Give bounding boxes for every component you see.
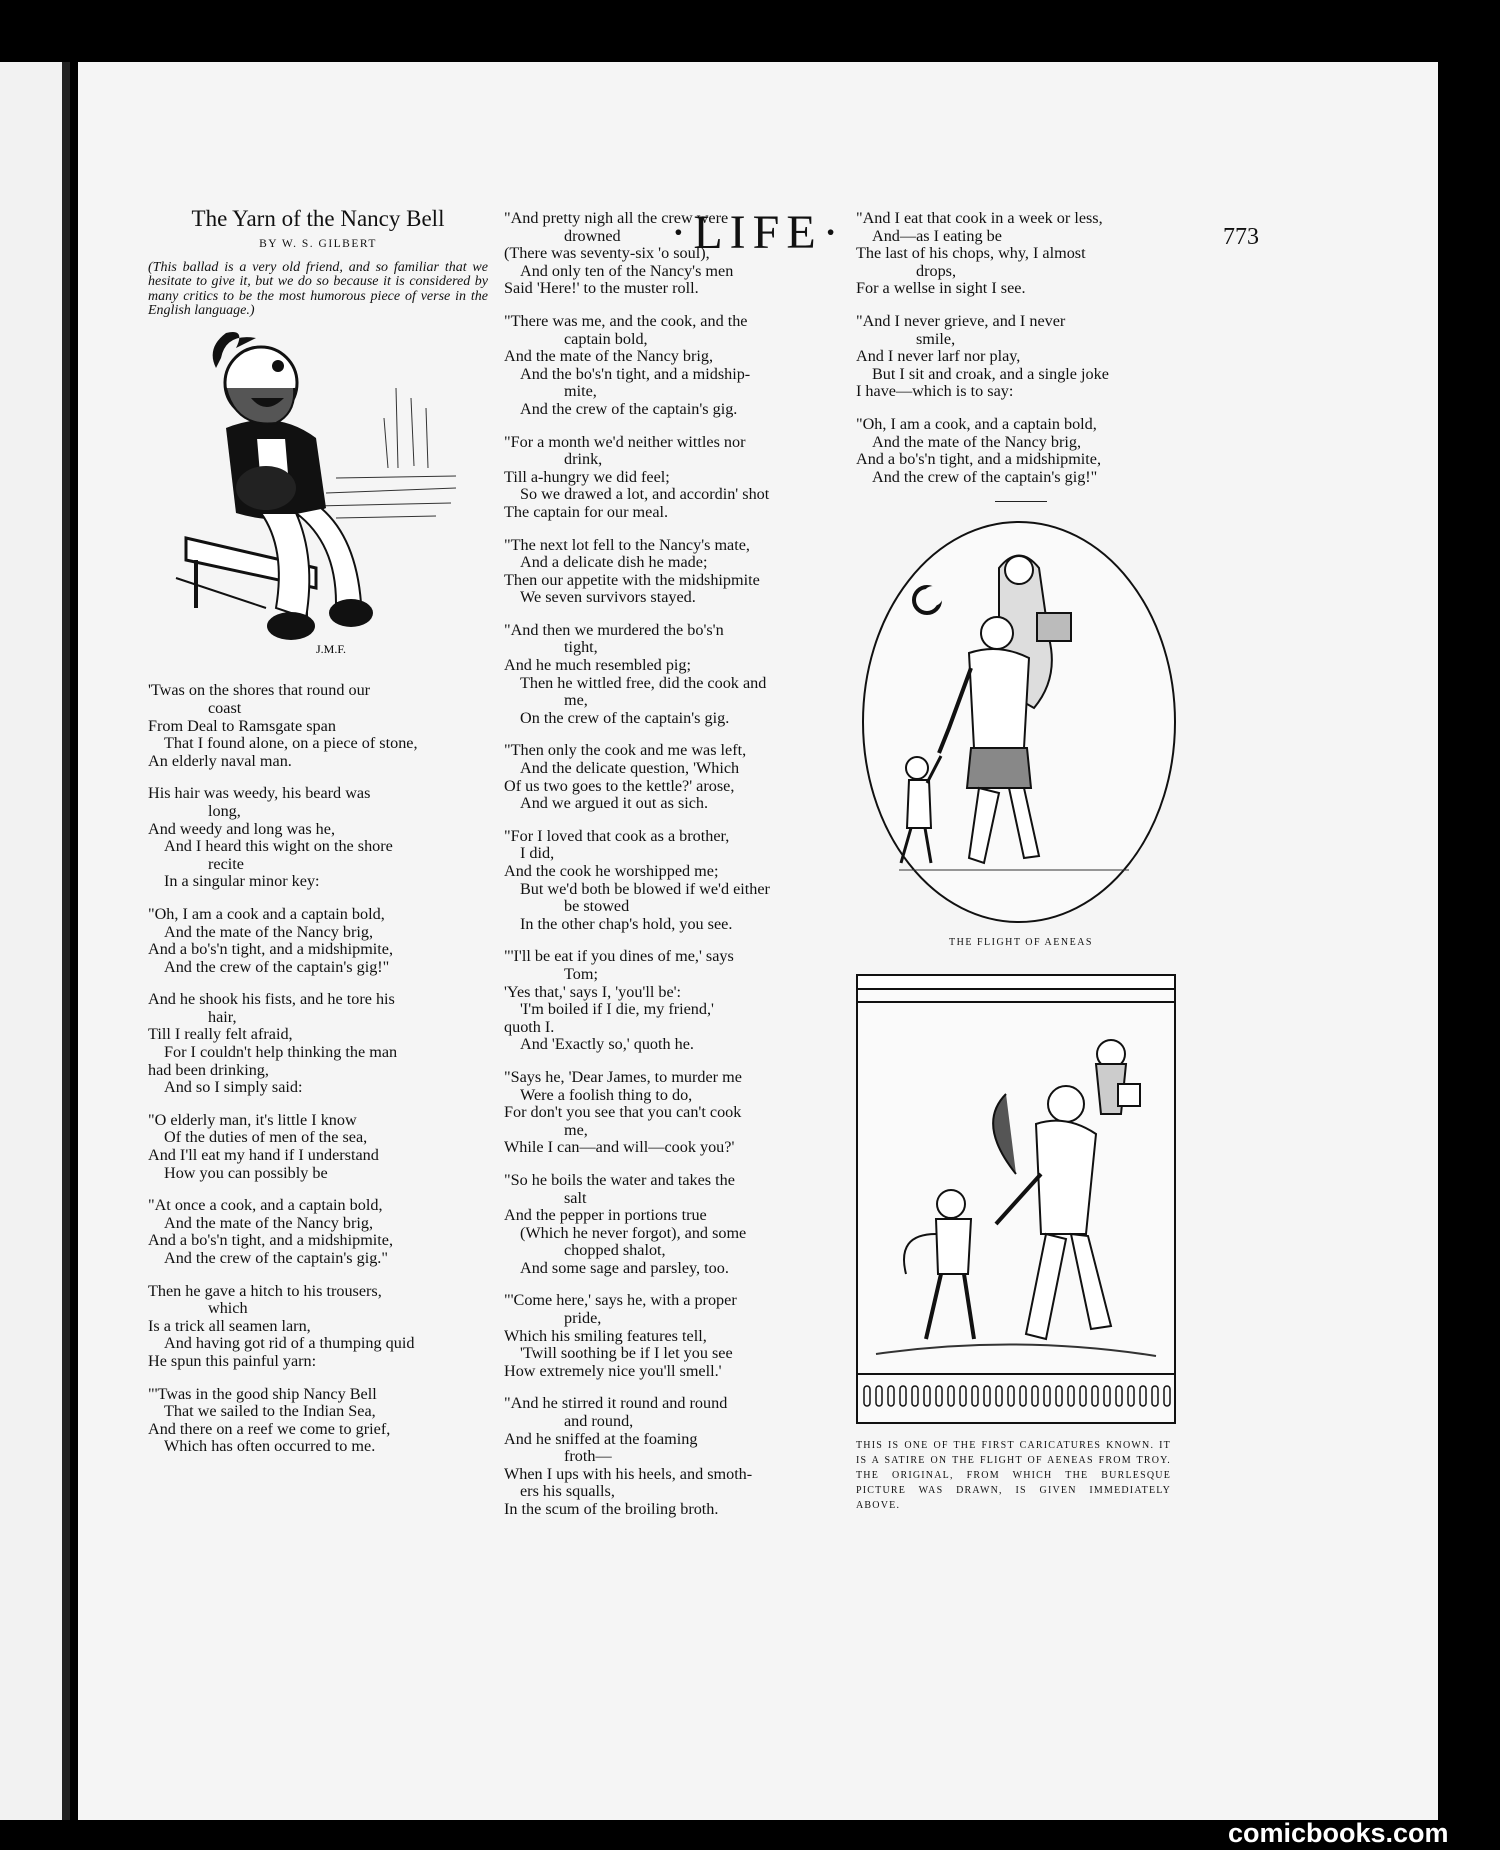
poem-line: ers his squalls, (520, 1482, 615, 1501)
poem-line: And the pepper in portions true (504, 1206, 707, 1225)
poem-line: froth— (564, 1447, 612, 1466)
poem-line: "For a month we'd neither wittles nor (504, 432, 746, 451)
left-page-edge (0, 62, 66, 1820)
stanza (504, 313, 844, 419)
stanza (504, 828, 844, 934)
poem-line: In the other chap's hold, you see. (520, 914, 733, 933)
poem-line: "Then only the cook and me was left, (504, 741, 747, 760)
poem-column-2 (504, 210, 844, 1519)
poem-line: And weedy and long was he, (148, 819, 336, 838)
poem-line: But we'd both be blowed if we'd either (520, 879, 770, 898)
poem-line: salt (564, 1188, 587, 1207)
poem-line: 'I'm boiled if I die, my friend,' (520, 1000, 714, 1019)
poem-line: Then he wittled free, did the cook and (520, 673, 767, 692)
poem-line: And the mate of the Nancy brig, (164, 922, 374, 941)
poem-line: Were a foolish thing to do, (520, 1085, 693, 1104)
poem-line: Tom; (564, 964, 598, 983)
poem-line: quoth I. (504, 1017, 555, 1036)
poem-line: "And then we murdered the bo's'n (504, 620, 724, 639)
poem-line: How you can possibly be (164, 1163, 328, 1182)
poem-line: Till I really felt afraid, (148, 1025, 293, 1044)
column-3 (856, 210, 1186, 1513)
poem-line: long, (208, 801, 241, 820)
poem-line: Then he gave a hitch to his trousers, (148, 1281, 382, 1300)
poem-line: coast (208, 698, 242, 717)
stanza (504, 948, 844, 1054)
poem-line: "And he stirred it round and round (504, 1394, 728, 1413)
poem-line: "'Come here,' says he, with a proper (504, 1291, 737, 1310)
stanza (504, 622, 844, 728)
poem-line: And the crew of the captain's gig. (520, 399, 738, 418)
stanza (504, 1395, 844, 1518)
end-rule (995, 501, 1047, 502)
poem-line: drowned (564, 226, 621, 245)
poem-line: "And I eat that cook in a week or less, (856, 209, 1103, 227)
poem-line: "Oh, I am a cook and a captain bold, (148, 904, 385, 923)
poem-line: And he sniffed at the foaming (504, 1429, 698, 1448)
article-title: The Yarn of the Nancy Bell (191, 206, 445, 231)
poem-line: recite (208, 854, 244, 873)
poem-line: me, (564, 1120, 588, 1139)
poem-line: And the crew of the captain's gig." (164, 1249, 388, 1267)
caption-flight-of-aeneas: THE FLIGHT OF AENEAS (949, 937, 1093, 949)
column-2 (504, 210, 844, 1534)
poem-line: The captain for our meal. (504, 502, 669, 521)
poem-line: And only ten of the Nancy's men (520, 261, 734, 280)
poem-line: The last of his chops, why, I almost (856, 244, 1086, 263)
poem-line: (Which he never forgot), and some (520, 1223, 747, 1242)
poem-line: mite, (564, 382, 597, 401)
stanza (504, 434, 844, 522)
poem-line: And a bo's'n tight, and a midshipmite, (856, 450, 1102, 469)
poem-line: And I never larf nor play, (856, 347, 1021, 366)
poem-line: When I ups with his heels, and smoth- (504, 1464, 753, 1483)
poem-line: He spun this painful yarn: (148, 1351, 317, 1370)
poem-line: smile, (916, 329, 956, 348)
poem-line: hair, (208, 1007, 237, 1026)
stanza (856, 416, 1186, 486)
poem-line: 'Yes that,' says I, 'you'll be': (504, 982, 682, 1001)
poem-column-3 (856, 210, 1186, 486)
illustration-signature: J.M.F. (316, 642, 347, 657)
poem-line: That we sailed to the Indian Sea, (164, 1402, 376, 1421)
poem-line: I did, (520, 844, 555, 863)
poem-line: tight, (564, 638, 598, 657)
stanza (504, 1069, 844, 1157)
poem-line: And so I simply said: (164, 1078, 303, 1097)
stanza (148, 785, 488, 891)
stanza (504, 537, 844, 607)
poem-line: And I heard this wight on the shore (164, 837, 393, 856)
poem-line: "Says he, 'Dear James, to murder me (504, 1067, 742, 1086)
poem-line: And he much resembled pig; (504, 656, 692, 675)
poem-line: And the mate of the Nancy brig, (164, 1213, 374, 1232)
flight-of-aeneas-oval-engraving (859, 518, 1179, 926)
stanza (148, 1386, 488, 1456)
poem-line: Till a-hungry we did feel; (504, 467, 670, 486)
poem-line: And the bo's'n tight, and a midship- (520, 364, 751, 383)
poem-line: "And I never grieve, and I never (856, 311, 1066, 330)
poem-line: On the crew of the captain's gig. (520, 708, 730, 727)
poem-line: drink, (564, 450, 603, 469)
stanza (148, 991, 488, 1097)
poem-line: And we argued it out as sich. (520, 794, 709, 813)
poem-line: But I sit and croak, and a single joke (872, 364, 1109, 383)
stanza (504, 1292, 844, 1380)
stanza (856, 313, 1186, 401)
poem-line: Is a trick all seamen larn, (148, 1316, 311, 1335)
poem-line: In the scum of the broiling broth. (504, 1500, 719, 1518)
caption-caricature-note: THIS IS ONE OF THE FIRST CARICATURES KNOWN. IT IS A SATIRE ON THE FLIGHT OF AENEAS FROM TROY. THE ORIGINAL, FROM WHICH THE BURLESQUE PICTURE WAS DRAWN, IS GIVEN IMMEDIATELY ABOVE. (856, 1439, 1171, 1511)
poem-line: And some sage and parsley, too. (520, 1258, 729, 1277)
poem-line: And the mate of the Nancy brig, (872, 432, 1082, 451)
poem-line: I have—which is to say: (856, 382, 1014, 401)
poem-line: An elderly naval man. (148, 751, 292, 770)
stanza (148, 1283, 488, 1371)
poem-line: Which has often occurred to me. (164, 1437, 376, 1456)
stanza (148, 1197, 488, 1267)
poem-line: And the crew of the captain's gig!" (872, 467, 1098, 486)
stanza (504, 210, 844, 298)
poem-line: 'Twas on the shores that round our (148, 681, 371, 700)
byline: BY W. S. GILBERT (259, 237, 377, 250)
poem-line: And the mate of the Nancy brig, (504, 347, 714, 366)
poem-line: "'Twas in the good ship Nancy Bell (148, 1384, 377, 1403)
stanza (504, 742, 844, 812)
poem-line: In a singular minor key: (164, 872, 320, 891)
poem-line: drops, (916, 261, 957, 280)
column-1 (148, 206, 488, 1471)
poem-line: me, (564, 691, 588, 710)
poem-line: And he shook his fists, and he tore his (148, 990, 395, 1009)
poem-line: "O elderly man, it's little I know (148, 1110, 357, 1129)
stanza (856, 210, 1186, 298)
poem-line: For don't you see that you can't cook (504, 1103, 742, 1122)
poem-line: pride, (564, 1309, 602, 1328)
poem-line: For I couldn't help thinking the man (164, 1043, 398, 1062)
poem-line: Said 'Here!' to the muster roll. (504, 279, 699, 298)
poem-line: and round, (564, 1412, 634, 1431)
intro-note: (This ballad is a very old friend, and so familiar that we hesitate to give it, but we do so because it is considered by many critics to be the most humorous piece of verse in the English language.) (148, 260, 488, 319)
poem-line: Then our appetite with the midshipmite (504, 570, 760, 589)
masthead: ·LIFE· (670, 206, 846, 259)
poem-line: captain bold, (564, 329, 648, 348)
poem-line: "For I loved that cook as a brother, (504, 826, 730, 845)
poem-line: While I can—and will—cook you?' (504, 1138, 735, 1157)
poem-line: His hair was weedy, his beard was (148, 784, 371, 803)
poem-line: chopped shalot, (564, 1241, 666, 1260)
poem-line: Of us two goes to the kettle?' arose, (504, 776, 735, 795)
poem-line: We seven survivors stayed. (520, 588, 696, 607)
poem-line: And the cook he worshipped me; (504, 862, 719, 880)
poem-line: Which his smiling features tell, (504, 1326, 707, 1345)
stanza (148, 1112, 488, 1182)
poem-line: (There was seventy-six 'o soul), (504, 244, 710, 263)
poem-line: 'Twill soothing be if I let you see (520, 1344, 733, 1363)
poem-line: And a bo's'n tight, and a midshipmite, (148, 1231, 394, 1250)
poem-line: For a wellse in sight I see. (856, 279, 1026, 298)
poem-line: So we drawed a lot, and accordin' shot (520, 485, 770, 504)
burlesque-caricature-engraving (856, 974, 1176, 1424)
poem-line: "'I'll be eat if you dines of me,' says (504, 947, 734, 966)
poem-line: be stowed (564, 897, 630, 916)
page-number: 773 (1223, 224, 1259, 250)
poem-line: Of the duties of men of the sea, (164, 1128, 368, 1147)
sailor-cartoon-illustration (166, 328, 466, 668)
poem-line: And 'Exactly so,' quoth he. (520, 1035, 694, 1054)
poem-line: "Oh, I am a cook, and a captain bold, (856, 414, 1097, 433)
stanza (148, 906, 488, 976)
poem-line: "So he boils the water and takes the (504, 1170, 735, 1189)
page-gutter (62, 62, 70, 1820)
poem-line: which (208, 1299, 248, 1318)
poem-column-1 (148, 682, 488, 1456)
poem-line: And a bo's'n tight, and a midshipmite, (148, 940, 394, 959)
stanza (148, 682, 488, 770)
poem-line: And I'll eat my hand if I understand (148, 1146, 379, 1165)
stanza (504, 1172, 844, 1278)
poem-line: had been drinking, (148, 1060, 269, 1079)
poem-line: And having got rid of a thumping quid (164, 1334, 415, 1353)
poem-line: How extremely nice you'll smell.' (504, 1361, 722, 1380)
poem-line: And the crew of the captain's gig!" (164, 957, 390, 976)
poem-line: And the delicate question, 'Which (520, 759, 740, 778)
poem-line: "The next lot fell to the Nancy's mate, (504, 535, 750, 554)
poem-line: "At once a cook, and a captain bold, (148, 1196, 383, 1215)
poem-line: "There was me, and the cook, and the (504, 311, 748, 330)
poem-line: "And pretty nigh all the crew were (504, 209, 729, 227)
poem-line: That I found alone, on a piece of stone, (164, 734, 418, 753)
poem-line: From Deal to Ramsgate span (148, 716, 336, 735)
poem-line: And there on a reef we come to grief, (148, 1419, 391, 1438)
poem-line: And—as I eating be (872, 226, 1002, 245)
poem-line: And a delicate dish he made; (520, 553, 708, 572)
watermark: comicbooks.com (1228, 1818, 1449, 1848)
